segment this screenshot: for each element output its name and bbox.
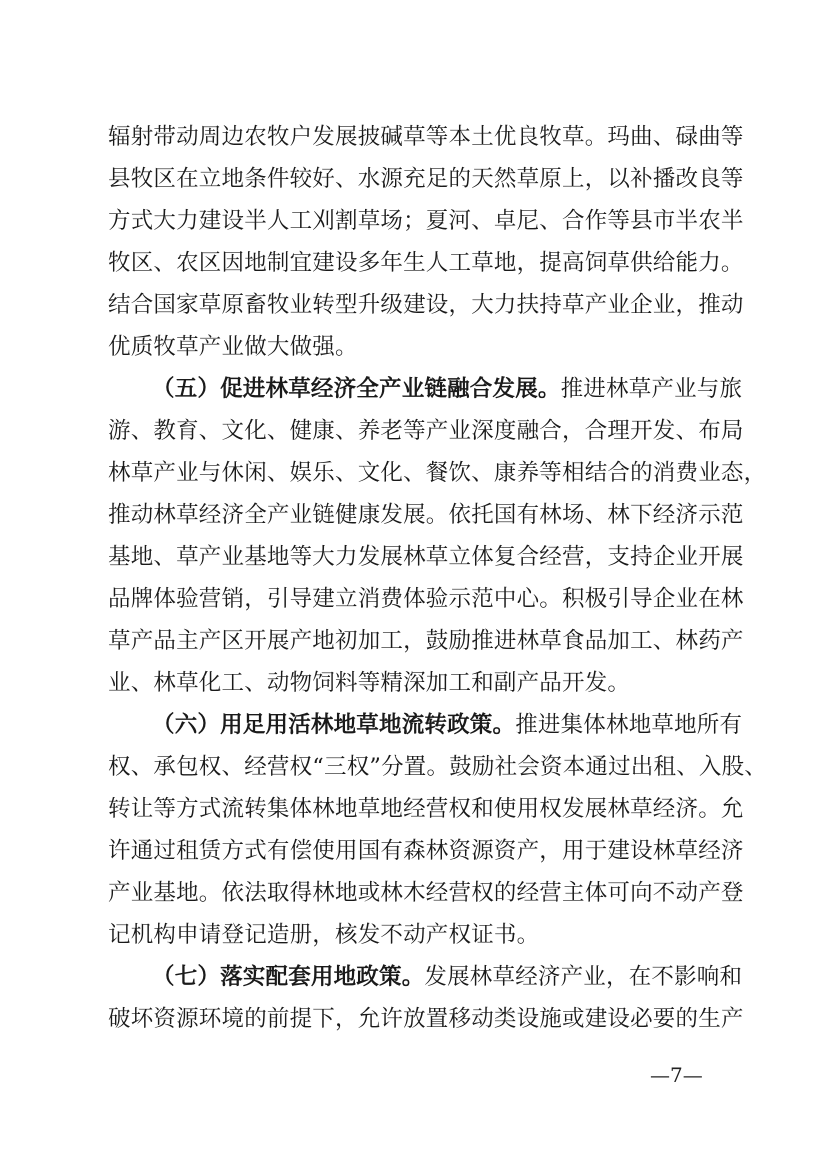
paragraph-line: 优质牧草产业做大做强。 xyxy=(108,334,358,360)
paragraph-line: 品牌体验营销，引导建立消费体验示范中心。积极引导企业在林 xyxy=(108,586,744,612)
section-5-first-line xyxy=(152,374,743,404)
page-number: —7— xyxy=(650,1063,703,1087)
section-5-text: 推进林草产业与旅 xyxy=(560,376,743,402)
paragraph-line: 县牧区在立地条件较好、水源充足的天然草原上，以补播改良等 xyxy=(108,166,744,192)
paragraph-line: 许通过租赁方式有偿使用国有森林资源资产，用于建设林草经济 xyxy=(108,838,744,864)
section-7-text: 发展林草经济产业，在不影响和 xyxy=(424,964,743,990)
section-6-text: 推进集体林地草地所有 xyxy=(515,712,743,738)
paragraph-line: 推动林草经济全产业链健康发展。依托国有林场、林下经济示范 xyxy=(108,502,744,528)
paragraph-line: 牧区、农区因地制宜建设多年生人工草地，提高饲草供给能力。 xyxy=(108,250,744,276)
section-7-first-line xyxy=(152,962,743,992)
paragraph-line: 破坏资源环境的前提下，允许放置移动类设施或建设必要的生产 xyxy=(108,1006,744,1032)
paragraph-line: 草产品主产区开展产地初加工，鼓励推进林草食品加工、林药产 xyxy=(108,628,744,654)
paragraph-line: 记机构申请登记造册，核发不动产权证书。 xyxy=(108,922,540,948)
paragraph-line: 业、林草化工、动物饲料等精深加工和副产品开发。 xyxy=(108,670,631,696)
paragraph-line: 权、承包权、经营权“三权”分置。鼓励社会资本通过出租、入股、 xyxy=(108,754,768,780)
paragraph-line: 结合国家草原畜牧业转型升级建设，大力扶持草产业企业，推动 xyxy=(108,292,744,318)
paragraph-line: 产业基地。依法取得林地或林木经营权的经营主体可向不动产登 xyxy=(108,880,744,906)
paragraph-line: 辐射带动周边农牧户发展披碱草等本土优良牧草。玛曲、碌曲等 xyxy=(108,124,744,150)
section-6-heading: （六）用足用活林地草地流转政策。 xyxy=(152,712,516,738)
section-6-first-line xyxy=(152,710,743,740)
paragraph-line: 林草产业与休闲、娱乐、文化、餐饮、康养等相结合的消费业态， xyxy=(108,460,767,486)
paragraph-line: 转让等方式流转集体林地草地经营权和使用权发展林草经济。允 xyxy=(108,796,744,822)
section-7-heading: （七）落实配套用地政策。 xyxy=(152,964,425,990)
paragraph-line: 基地、草产业基地等大力发展林草立体复合经营，支持企业开展 xyxy=(108,544,744,570)
paragraph-line: 游、教育、文化、健康、养老等产业深度融合，合理开发、布局 xyxy=(108,418,744,444)
paragraph-line: 方式大力建设半人工刈割草场；夏河、卓尼、合作等县市半农半 xyxy=(108,208,744,234)
section-5-heading: （五）促进林草经济全产业链融合发展。 xyxy=(152,376,561,402)
